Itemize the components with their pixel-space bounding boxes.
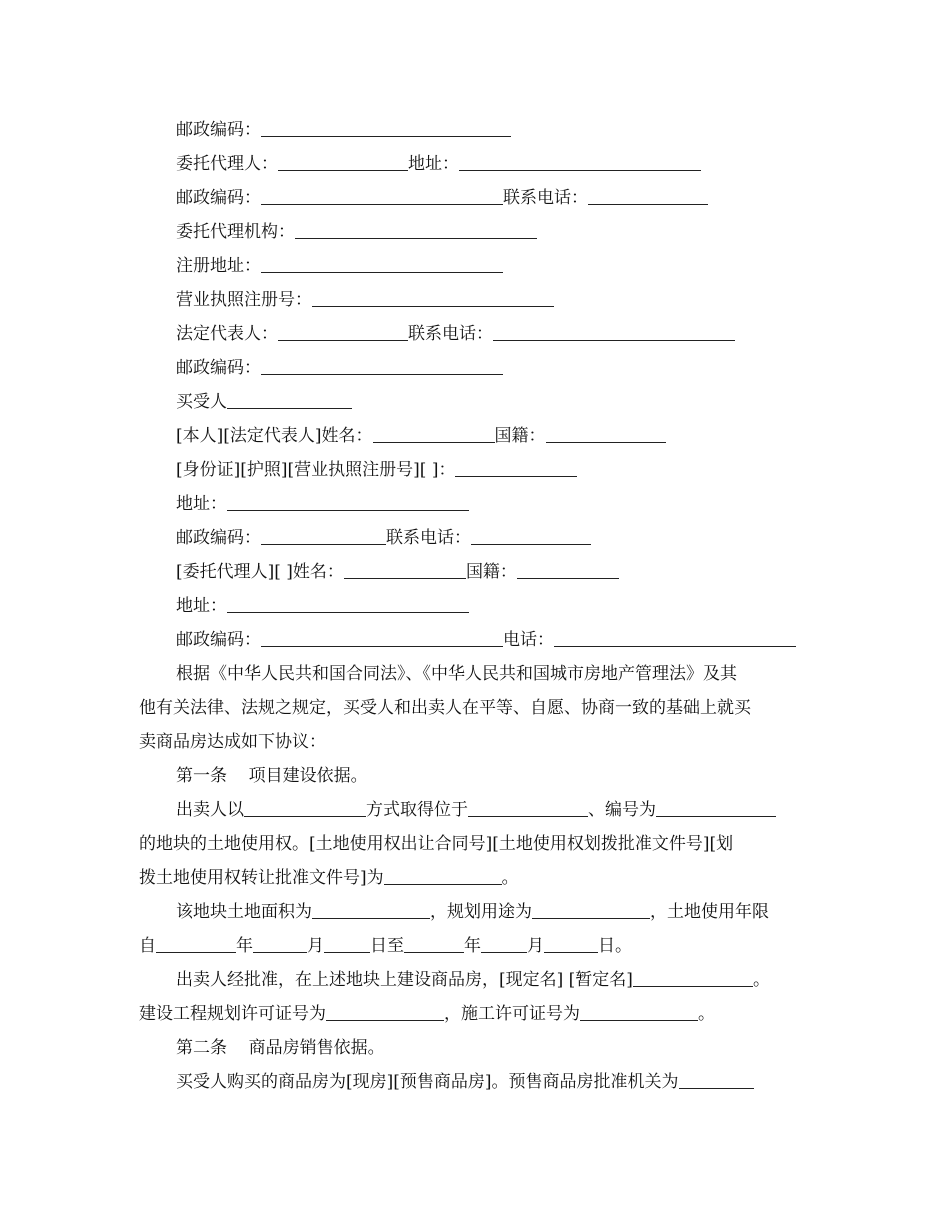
blank-field[interactable] [373,422,495,443]
blank-field[interactable] [554,626,796,647]
blank-field[interactable] [455,456,577,477]
label: 邮政编码： [176,528,261,548]
label: 自 [139,936,156,956]
blank-field[interactable] [261,626,503,647]
blank-field[interactable] [278,150,408,171]
preamble-paragraph-line [139,725,326,759]
blank-field[interactable] [261,116,511,137]
postal-code-line [176,113,511,147]
label: ，施工许可证号为 [444,1004,580,1024]
buyer-postal-phone-line [176,521,591,555]
blank-field[interactable] [312,286,554,307]
blank-field[interactable] [227,490,469,511]
preamble-paragraph-line [139,691,751,725]
label: 营业执照注册号： [176,290,312,310]
blank-field[interactable] [459,150,701,171]
land-acquisition-line [176,793,776,827]
postal-code-line [176,351,503,385]
blank-field[interactable] [156,932,236,953]
blank-field[interactable] [588,184,708,205]
permit-line [139,997,715,1031]
label: 买受人 [176,392,227,412]
blank-field[interactable] [312,898,430,919]
blank-field[interactable] [227,388,352,409]
label: 地址： [176,596,227,616]
blank-field[interactable] [384,864,502,885]
label: 建设工程规划许可证号为 [139,1004,326,1024]
land-transfer-line [139,861,519,895]
label: 该地块土地面积为 [176,902,312,922]
label: ，规划用途为 [430,902,532,922]
blank-field[interactable] [227,592,469,613]
label: 联系电话： [386,528,471,548]
label: 邮政编码： [176,358,261,378]
blank-field[interactable] [546,422,666,443]
label: 、编号为 [588,800,656,820]
blank-field[interactable] [253,932,307,953]
label: 方式取得位于 [366,800,468,820]
label: ，土地使用年限 [650,902,769,922]
project-name-line [176,963,770,997]
label: 联系电话： [503,188,588,208]
registered-address-line [176,249,503,283]
blank-field[interactable] [468,796,588,817]
agent-line [176,147,701,181]
blank-field[interactable] [261,252,503,273]
label: 月 [307,936,324,956]
blank-field[interactable] [679,1068,754,1089]
paragraph-text: 根据《中华人民共和国合同法》、《中华人民共和国城市房地产管理法》及其 [176,664,737,684]
label: 。 [501,868,519,888]
label: 月 [527,936,544,956]
blank-field[interactable] [481,932,527,953]
land-use-right-line [139,827,733,861]
label: 委托代理人： [176,154,278,174]
blank-field[interactable] [261,524,386,545]
blank-field[interactable] [278,320,408,341]
heading-text: 第二条 商品房销售依据。 [176,1038,385,1058]
blank-field[interactable] [544,932,598,953]
buyer-id-line [176,453,577,487]
label: 注册地址： [176,256,261,276]
label: 。 [698,1004,715,1024]
label: 邮政编码： [176,188,261,208]
heading-text: 第一条 项目建设依据。 [176,766,368,786]
label: 年 [464,936,481,956]
label: 电话： [503,630,554,650]
paragraph-text: 卖商品房达成如下协议： [139,732,326,752]
postal-phone-line [176,181,708,215]
buyer-agent-postal-phone-line [176,623,796,657]
agency-line [176,215,537,249]
label: 邮政编码： [176,120,261,140]
label: 。 [752,970,770,990]
label: [委托代理人][ ]姓名： [176,562,344,582]
blank-field[interactable] [580,1000,698,1021]
blank-field[interactable] [532,898,650,919]
label: 出卖人以 [176,800,244,820]
buyer-address-line [176,487,469,521]
license-number-line [176,283,554,317]
sale-basis-line [176,1065,754,1099]
label: 拨土地使用权转让批准文件号]为 [139,868,384,888]
label: 国籍： [465,562,517,582]
label: 法定代表人： [176,324,278,344]
legal-rep-line [176,317,735,351]
label: 日。 [598,936,632,956]
blank-field[interactable] [493,320,735,341]
buyer-agent-address-line [176,589,469,623]
land-term-line [139,929,632,963]
article-1-heading [176,759,368,793]
paragraph-text: 他有关法律、法规之规定，买受人和出卖人在平等、自愿、协商一致的基础上就买 [139,698,751,718]
label: 地址： [176,494,227,514]
label: 国籍： [494,426,546,446]
preamble-paragraph-line [176,657,737,691]
blank-field[interactable] [295,218,537,239]
label: [身份证][护照][营业执照注册号][ ]： [176,460,456,480]
label: 邮政编码： [176,630,261,650]
label: 委托代理机构： [176,222,295,242]
buyer-line [176,385,352,419]
blank-field[interactable] [471,524,591,545]
blank-field[interactable] [517,558,619,579]
label: 日至 [370,936,404,956]
blank-field[interactable] [244,796,366,817]
blank-field[interactable] [633,966,753,987]
land-area-line [176,895,769,929]
paragraph-text: 的地块的土地使用权。[土地使用权出让合同号][土地使用权划拨批准文件号][划 [139,834,734,854]
blank-field[interactable] [404,932,464,953]
buyer-name-line [176,419,666,453]
blank-field[interactable] [344,558,466,579]
label: 地址： [408,154,459,174]
blank-field[interactable] [324,932,370,953]
blank-field[interactable] [656,796,776,817]
article-2-heading [176,1031,385,1065]
blank-field[interactable] [261,354,503,375]
label: 买受人购买的商品房为[现房][预售商品房]。预售商品房批准机关为 [176,1072,679,1092]
label: 联系电话： [408,324,493,344]
label: [本人][法定代表人]姓名： [176,426,373,446]
label: 年 [236,936,253,956]
blank-field[interactable] [261,184,503,205]
buyer-agent-line [176,555,619,589]
blank-field[interactable] [326,1000,444,1021]
label: 出卖人经批准，在上述地块上建设商品房，[现定名] [暂定名] [176,970,633,990]
